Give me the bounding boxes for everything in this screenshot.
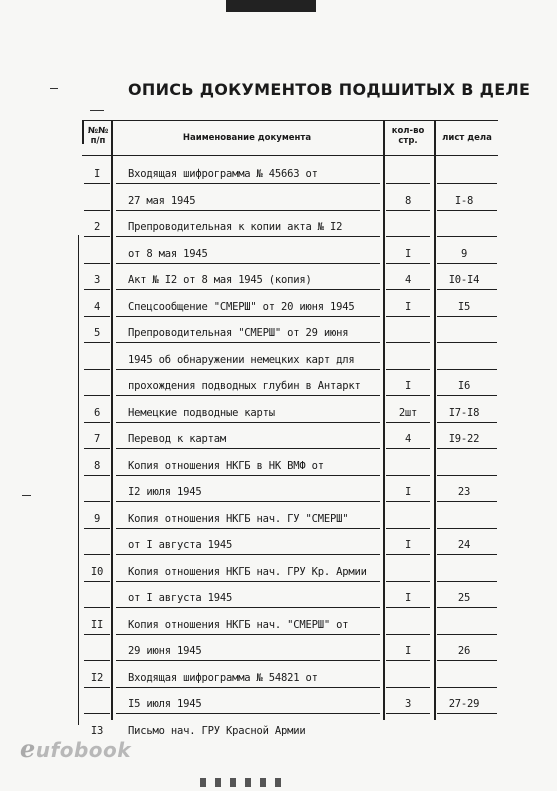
row-underline	[386, 607, 430, 608]
header-bottom-line	[82, 155, 498, 156]
header-name: Наименование документа	[182, 133, 312, 143]
row-number: I3	[90, 725, 104, 737]
row-underline	[84, 183, 110, 184]
row-document-name: от 8 мая 1945	[128, 248, 208, 260]
row-underline	[437, 687, 497, 688]
row-page-count: 8	[404, 195, 412, 207]
row-underline	[116, 289, 380, 290]
row-underline	[386, 501, 430, 502]
row-underline	[116, 422, 380, 423]
row-underline	[116, 528, 380, 529]
header-top-line	[82, 120, 498, 121]
row-underline	[437, 713, 497, 714]
row-sheet-range: 25	[457, 592, 471, 604]
header-sheet: лист дела	[442, 133, 492, 143]
row-page-count: I	[404, 301, 412, 313]
row-underline	[437, 554, 497, 555]
watermark-logo	[20, 735, 131, 763]
row-page-count: 4	[404, 274, 412, 286]
row-number: 5	[93, 327, 101, 339]
row-document-name: 27 мая 1945	[128, 195, 196, 207]
row-sheet-range: 26	[457, 645, 471, 657]
row-underline	[116, 475, 380, 476]
row-underline	[84, 316, 110, 317]
row-underline	[84, 687, 110, 688]
row-number: 7	[93, 433, 101, 445]
row-number: 8	[93, 460, 101, 472]
row-sheet-range: I9-22	[448, 433, 480, 445]
row-underline	[84, 713, 110, 714]
row-document-name: Препроводительная к копии акта № I2	[128, 221, 343, 233]
row-underline	[437, 263, 497, 264]
row-sheet-range: 9	[460, 248, 468, 260]
row-underline	[437, 289, 497, 290]
row-sheet-range: I5	[457, 301, 471, 313]
row-underline	[386, 422, 430, 423]
row-sheet-range: I7-I8	[448, 407, 480, 419]
row-number: I0	[90, 566, 104, 578]
row-underline	[116, 395, 380, 396]
column-divider-3	[434, 120, 436, 720]
row-underline	[116, 316, 380, 317]
row-document-name: Перевод к картам	[128, 433, 226, 445]
row-underline	[386, 236, 430, 237]
row-underline	[116, 342, 380, 343]
row-page-count: I	[404, 645, 412, 657]
scan-top-tab	[226, 0, 316, 12]
row-underline	[386, 475, 430, 476]
row-underline	[116, 210, 380, 211]
row-underline	[386, 183, 430, 184]
row-page-count: I	[404, 380, 412, 392]
row-underline	[116, 183, 380, 184]
row-underline	[437, 581, 497, 582]
row-underline	[84, 236, 110, 237]
row-page-count: 2шт	[398, 407, 418, 419]
row-sheet-range: 27-29	[448, 698, 480, 710]
row-page-count: 3	[404, 698, 412, 710]
row-sheet-range: 24	[457, 539, 471, 551]
row-underline	[116, 713, 380, 714]
row-underline	[84, 607, 110, 608]
row-document-name: от I августа 1945	[128, 539, 233, 551]
row-underline	[84, 554, 110, 555]
row-underline	[437, 395, 497, 396]
row-document-name: Входящая шифрограмма № 45663 от	[128, 168, 318, 180]
row-underline	[116, 687, 380, 688]
row-document-name: от I августа 1945	[128, 592, 233, 604]
row-sheet-range: I0-I4	[448, 274, 480, 286]
row-underline	[84, 448, 110, 449]
row-document-name: Немецкие подводные карты	[128, 407, 275, 419]
document-title: ОПИСЬ ДОКУМЕНТОВ ПОДШИТЫХ В ДЕЛЕ	[128, 80, 531, 99]
row-underline	[437, 475, 497, 476]
row-underline	[84, 263, 110, 264]
scan-bottom-marks	[200, 772, 330, 783]
row-underline	[386, 210, 430, 211]
row-underline	[386, 660, 430, 661]
row-number: 9	[93, 513, 101, 525]
row-document-name: Копия отношения НКГБ в НК ВМФ от	[128, 460, 324, 472]
row-document-name: Входящая шифрограмма № 54821 от	[128, 672, 318, 684]
row-number: 3	[93, 274, 101, 286]
row-page-count: I	[404, 592, 412, 604]
row-document-name: Препроводительная "СМЕРШ" от 29 июня	[128, 327, 349, 339]
row-document-name: прохождения подводных глубин в Антаркт	[128, 380, 361, 392]
row-document-name: Письмо нач. ГРУ Красной Армии	[128, 725, 306, 737]
row-page-count: I	[404, 248, 412, 260]
row-number: I2	[90, 672, 104, 684]
row-underline	[116, 634, 380, 635]
row-number: 2	[93, 221, 101, 233]
row-underline	[116, 236, 380, 237]
row-underline	[116, 263, 380, 264]
row-underline	[84, 581, 110, 582]
row-underline	[84, 422, 110, 423]
row-underline	[386, 342, 430, 343]
margin-tick	[50, 88, 58, 89]
row-underline	[437, 660, 497, 661]
row-underline	[437, 528, 497, 529]
row-underline	[386, 369, 430, 370]
table-outer-left-line	[78, 235, 79, 725]
row-underline	[386, 581, 430, 582]
row-underline	[84, 369, 110, 370]
row-underline	[84, 475, 110, 476]
row-underline	[437, 316, 497, 317]
row-number: II	[90, 619, 104, 631]
row-underline	[437, 236, 497, 237]
margin-tick	[22, 495, 31, 496]
row-underline	[84, 634, 110, 635]
row-underline	[437, 448, 497, 449]
row-underline	[116, 369, 380, 370]
table-left-line	[82, 120, 84, 144]
row-document-name: Спецсообщение "СМЕРШ" от 20 июня 1945	[128, 301, 355, 313]
row-sheet-range: I6	[457, 380, 471, 392]
row-underline	[437, 634, 497, 635]
row-underline	[116, 660, 380, 661]
row-underline	[386, 713, 430, 714]
row-underline	[386, 687, 430, 688]
row-page-count: I	[404, 486, 412, 498]
row-document-name: I5 июля 1945	[128, 698, 202, 710]
row-underline	[437, 501, 497, 502]
row-underline	[84, 342, 110, 343]
row-document-name: 1945 об обнаружении немецких карт для	[128, 354, 355, 366]
row-document-name: Акт № I2 от 8 мая 1945 (копия)	[128, 274, 312, 286]
row-underline	[386, 634, 430, 635]
row-document-name: Копия отношения НКГБ нач. ГУ "СМЕРШ"	[128, 513, 349, 525]
row-sheet-range: I-8	[454, 195, 474, 207]
row-underline	[437, 210, 497, 211]
row-page-count: I	[404, 539, 412, 551]
row-underline	[116, 448, 380, 449]
header-num: №№ п/п	[87, 126, 109, 146]
row-sheet-range: 23	[457, 486, 471, 498]
row-underline	[437, 422, 497, 423]
row-underline	[386, 448, 430, 449]
column-divider-2	[383, 120, 385, 720]
row-underline	[116, 607, 380, 608]
row-number: 6	[93, 407, 101, 419]
row-underline	[437, 369, 497, 370]
row-underline	[84, 660, 110, 661]
row-underline	[386, 263, 430, 264]
row-number: I	[93, 168, 101, 180]
row-underline	[386, 554, 430, 555]
row-underline	[116, 501, 380, 502]
row-underline	[84, 528, 110, 529]
row-underline	[84, 210, 110, 211]
row-document-name: 29 июня 1945	[128, 645, 202, 657]
row-underline	[437, 342, 497, 343]
row-underline	[386, 395, 430, 396]
row-underline	[386, 316, 430, 317]
header-qty: кол-во стр.	[391, 126, 425, 146]
row-underline	[437, 183, 497, 184]
row-underline	[386, 289, 430, 290]
row-underline	[84, 289, 110, 290]
row-page-count: 4	[404, 433, 412, 445]
row-underline	[84, 501, 110, 502]
row-underline	[116, 581, 380, 582]
row-underline	[84, 395, 110, 396]
row-document-name: I2 июля 1945	[128, 486, 202, 498]
row-underline	[437, 607, 497, 608]
watermark-logo-text: ufobook	[35, 738, 132, 762]
row-underline	[386, 528, 430, 529]
margin-tick	[90, 110, 104, 111]
watermark-logo-mark: ℯ	[20, 735, 36, 763]
row-document-name: Копия отношения НКГБ нач. "СМЕРШ" от	[128, 619, 349, 631]
row-document-name: Копия отношения НКГБ нач. ГРУ Кр. Армии	[128, 566, 367, 578]
row-number: 4	[93, 301, 101, 313]
row-underline	[116, 554, 380, 555]
